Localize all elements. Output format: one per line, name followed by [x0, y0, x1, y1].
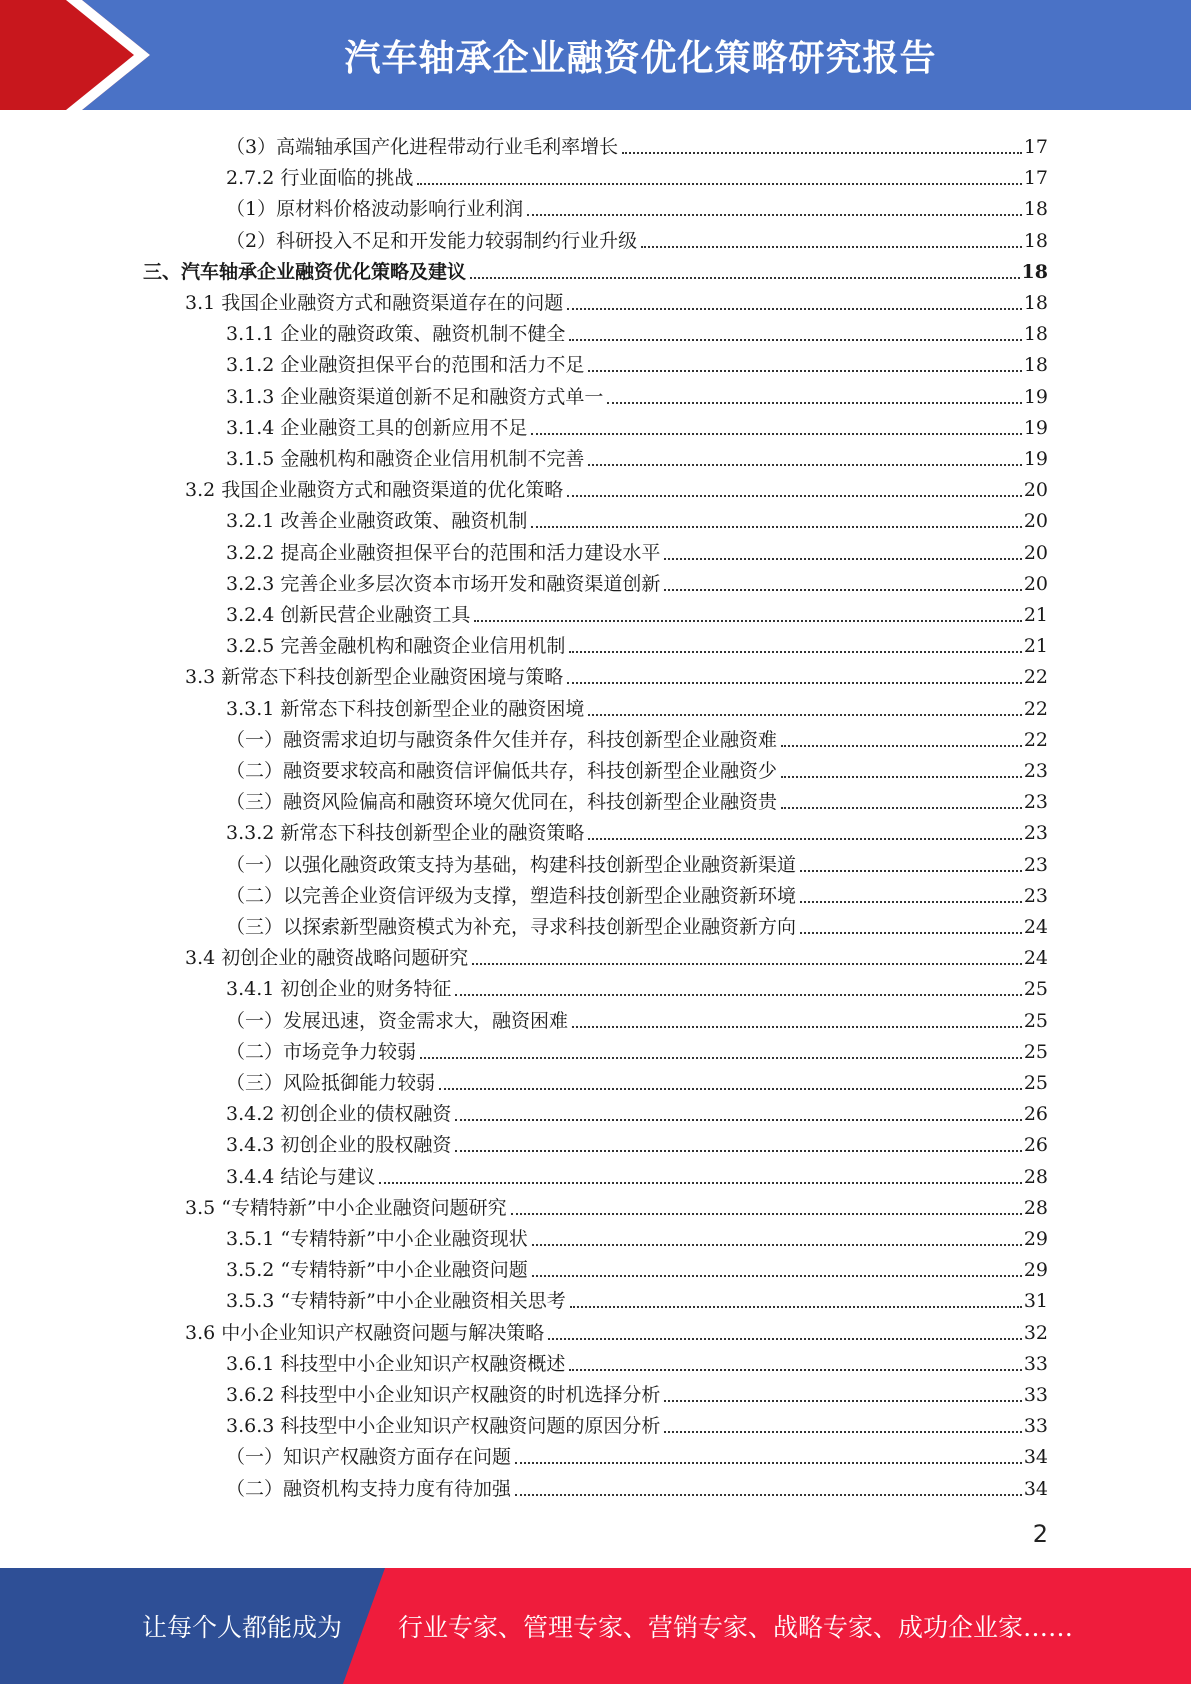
toc-entry-label: （1）原材料价格波动影响行业利润: [226, 198, 524, 221]
toc-entry[interactable]: [226, 315, 1048, 346]
toc-leader-dots: [515, 1494, 1022, 1496]
toc-entry[interactable]: [185, 939, 1048, 970]
toc-entry-page: 28: [1023, 1196, 1048, 1219]
toc-leader-dots: [417, 183, 1021, 185]
toc-entry-label: 3.6.3 科技型中小企业知识产权融资问题的原因分析: [226, 1415, 661, 1438]
toc-entry[interactable]: [226, 1064, 1048, 1095]
toc-entry-label: （一）融资需求迫切与融资条件欠佳并存，科技创新型企业融资难: [226, 728, 778, 751]
toc-leader-dots: [572, 1026, 1022, 1028]
toc-leader-dots: [532, 1275, 1022, 1277]
toc-entry[interactable]: [226, 1438, 1048, 1469]
toc-entry-label: 3.1.5 金融机构和融资企业信用机制不完善: [226, 448, 585, 470]
toc-entry[interactable]: [226, 752, 1048, 783]
toc-entry[interactable]: [185, 471, 1048, 502]
toc-leader-dots: [607, 402, 1021, 404]
toc-entry-label: 3.2.2 提高企业融资担保平台的范围和活力建设水平: [226, 541, 661, 564]
toc-entry-label: 3.4.1 初创企业的财务特征: [226, 978, 452, 1001]
toc-entry-label: 3.4.2 初创企业的债权融资: [226, 1103, 452, 1126]
toc-entry-label: （二）融资机构支持力度有待加强: [226, 1477, 512, 1500]
toc-entry-page: 25: [1023, 978, 1048, 1001]
toc-entry[interactable]: [226, 877, 1048, 908]
toc-entry-label: 3.4.3 初创企业的股权融资: [226, 1134, 452, 1157]
toc-entry-page: 23: [1023, 884, 1048, 907]
toc-leader-dots: [531, 433, 1021, 435]
toc-entry-label: 3.3.1 新常态下科技创新型企业的融资困境: [226, 697, 585, 720]
toc-entry[interactable]: [226, 1126, 1048, 1157]
toc-entry[interactable]: [226, 690, 1048, 721]
toc-entry-label: 3.5 “专精特新”中小企业融资问题研究: [185, 1196, 507, 1219]
toc-entry-page: 20: [1023, 479, 1048, 502]
toc-leader-dots: [588, 370, 1021, 372]
report-title: 汽车轴承企业融资优化策略研究报告: [344, 37, 937, 79]
toc-entry-page: 18: [1023, 198, 1048, 221]
toc-entry-page: 33: [1023, 1384, 1048, 1406]
toc-entry-label: 3.5.2 “专精特新”中小企业融资问题: [226, 1259, 528, 1282]
toc-entry[interactable]: [226, 1158, 1048, 1189]
toc-entry[interactable]: [226, 534, 1048, 565]
toc-entry[interactable]: [226, 627, 1048, 658]
toc-leader-dots: [515, 1462, 1022, 1464]
toc-entry[interactable]: [226, 1095, 1048, 1126]
toc-leader-dots: [569, 651, 1021, 653]
toc-entry[interactable]: [226, 1002, 1048, 1033]
toc-leader-dots: [781, 745, 1022, 747]
toc-entry-page: 25: [1023, 1009, 1048, 1032]
toc-entry[interactable]: [185, 284, 1048, 315]
toc-entry[interactable]: [226, 565, 1048, 596]
toc-entry[interactable]: [226, 222, 1048, 253]
toc-entry[interactable]: [226, 159, 1048, 190]
toc-entry-page: 20: [1023, 541, 1048, 564]
toc-entry-label: （二）市场竞争力较弱: [226, 1040, 417, 1063]
toc-entry[interactable]: [185, 1189, 1048, 1220]
toc-entry-label: 3.5.1 “专精特新”中小企业融资现状: [226, 1228, 528, 1250]
toc-entry-label: （三）以探索新型融资模式为补充，寻求科技创新型企业融资新方向: [226, 916, 797, 938]
toc-leader-dots: [567, 682, 1022, 684]
toc-entry[interactable]: [226, 1345, 1048, 1376]
toc-entry[interactable]: [226, 346, 1048, 377]
toc-entry-page: 23: [1023, 760, 1048, 782]
toc-entry-page: 22: [1023, 697, 1048, 720]
toc-entry-page: 20: [1023, 572, 1048, 595]
toc-leader-dots: [474, 620, 1021, 622]
page-footer: [0, 1568, 1191, 1684]
toc-leader-dots: [569, 339, 1021, 341]
toc-leader-dots: [641, 246, 1022, 248]
toc-entry-page: 28: [1023, 1165, 1048, 1188]
toc-entry[interactable]: [185, 1314, 1048, 1345]
toc-entry-label: 3.6.2 科技型中小企业知识产权融资的时机选择分析: [226, 1384, 661, 1406]
toc-entry[interactable]: [226, 1407, 1048, 1438]
toc-entry[interactable]: [226, 190, 1048, 221]
toc-entry-page: 32: [1023, 1321, 1048, 1344]
toc-entry-page: 18: [1023, 229, 1048, 252]
toc-leader-dots: [570, 1306, 1022, 1308]
toc-entry-page: 24: [1023, 947, 1048, 970]
toc-leader-dots: [420, 1057, 1022, 1059]
toc-entry[interactable]: [185, 658, 1048, 689]
toc-entry-page: 25: [1023, 1072, 1048, 1094]
toc-leader-dots: [588, 838, 1021, 840]
toc-entry-label: 2.7.2 行业面临的挑战: [226, 167, 414, 190]
toc-entry[interactable]: [226, 1282, 1048, 1313]
toc-leader-dots: [567, 495, 1022, 497]
toc-entry-page: 26: [1023, 1103, 1048, 1126]
toc-entry-label: 三、汽车轴承企业融资优化策略及建议: [143, 260, 467, 283]
toc-leader-dots: [439, 1088, 1022, 1090]
toc-entry-page: 19: [1023, 448, 1048, 470]
toc-leader-dots: [455, 1119, 1021, 1121]
toc-leader-dots: [455, 994, 1021, 996]
toc-leader-dots: [800, 932, 1022, 934]
toc-entry-label: 3.1.4 企业融资工具的创新应用不足: [226, 416, 528, 439]
toc-leader-dots: [379, 1182, 1021, 1184]
toc-entry-label: 3.2.1 改善企业融资政策、融资机制: [226, 510, 528, 533]
toc-entry-page: 34: [1023, 1477, 1048, 1500]
toc-entry[interactable]: [226, 378, 1048, 409]
toc-entry-page: 22: [1023, 728, 1048, 751]
toc-entry-page: 22: [1023, 666, 1048, 689]
toc-leader-dots: [664, 589, 1021, 591]
toc-leader-dots: [781, 807, 1022, 809]
toc-entry-page: 29: [1023, 1259, 1048, 1282]
toc-entry[interactable]: [226, 596, 1048, 627]
toc-entry-page: 18: [1023, 323, 1048, 346]
toc-entry-label: （二）以完善企业资信评级为支撑，塑造科技创新型企业融资新环境: [226, 884, 797, 907]
toc-entry[interactable]: [226, 908, 1048, 939]
toc-entry[interactable]: [226, 1470, 1048, 1501]
toc-entry-label: 3.2.3 完善企业多层次资本市场开发和融资渠道创新: [226, 572, 661, 595]
toc-entry-page: 23: [1023, 853, 1048, 876]
toc-leader-dots: [455, 1150, 1021, 1152]
toc-leader-dots: [548, 1338, 1022, 1340]
toc-entry-page: 24: [1023, 916, 1048, 938]
toc-entry-label: 3.4.4 结论与建议: [226, 1165, 376, 1188]
toc-entry-label: 3.2.4 创新民营企业融资工具: [226, 604, 471, 626]
toc-entry-label: 3.1.3 企业融资渠道创新不足和融资方式单一: [226, 385, 604, 408]
toc-entry-page: 17: [1023, 167, 1048, 190]
toc-leader-dots: [800, 901, 1022, 903]
toc-entry-page: 34: [1023, 1446, 1048, 1469]
toc-entry[interactable]: [226, 1376, 1048, 1407]
toc-entry[interactable]: [226, 128, 1048, 159]
toc-entry-page: 17: [1023, 136, 1048, 158]
toc-entry-page: 21: [1023, 604, 1048, 626]
toc-entry-label: 3.3 新常态下科技创新型企业融资困境与策略: [185, 666, 564, 689]
footer-slogan-right: 行业专家、管理专家、营销专家、战略专家、成功企业家……: [398, 1613, 1074, 1642]
toc-leader-dots: [531, 526, 1021, 528]
toc-entry-label: （3）高端轴承国产化进程带动行业毛利率增长: [226, 136, 619, 158]
toc-entry-label: 3.1 我国企业融资方式和融资渠道存在的问题: [185, 292, 564, 314]
toc-entry[interactable]: [226, 440, 1048, 471]
toc-entry-page: 20: [1023, 510, 1048, 533]
toc-entry-label: 3.3.2 新常态下科技创新型企业的融资策略: [226, 822, 585, 845]
header-red-chevron: [0, 0, 150, 110]
toc-entry-label: （一）知识产权融资方面存在问题: [226, 1446, 512, 1469]
footer-slogan-left: 让每个人都能成为: [142, 1613, 343, 1642]
toc-entry-page: 25: [1023, 1040, 1048, 1063]
toc-entry-page: 26: [1023, 1134, 1048, 1157]
toc-entry[interactable]: [143, 253, 1048, 284]
toc-leader-dots: [800, 870, 1022, 872]
toc-entry-label: （2）科研投入不足和开发能力较弱制约行业升级: [226, 229, 638, 252]
toc-entry-page: 23: [1023, 822, 1048, 845]
toc-leader-dots: [511, 1213, 1022, 1215]
toc-entry-label: （一）发展迅速，资金需求大，融资困难: [226, 1009, 569, 1032]
toc-leader-dots: [622, 152, 1022, 154]
toc-leader-dots: [470, 277, 1020, 279]
toc-entry-page: 33: [1023, 1352, 1048, 1375]
toc-entry-label: （三）风险抵御能力较弱: [226, 1072, 436, 1094]
page-number: 2: [1032, 1520, 1048, 1548]
toc-entry[interactable]: [226, 1033, 1048, 1064]
toc-leader-dots: [664, 558, 1021, 560]
toc-entry-label: 3.1.1 企业的融资政策、融资机制不健全: [226, 323, 566, 346]
toc-leader-dots: [569, 1369, 1021, 1371]
toc-entry-page: 23: [1023, 791, 1048, 814]
toc-entry-page: 29: [1023, 1228, 1048, 1250]
toc-entry-page: 19: [1023, 416, 1048, 439]
toc-entry[interactable]: [226, 846, 1048, 877]
toc-entry-page: 31: [1023, 1290, 1048, 1313]
toc-entry-label: （二）融资要求较高和融资信评偏低共存，科技创新型企业融资少: [226, 760, 778, 782]
toc-entry[interactable]: [226, 409, 1048, 440]
toc-entry-label: （一）以强化融资政策支持为基础，构建科技创新型企业融资新渠道: [226, 853, 797, 876]
toc-entry-label: 3.6 中小企业知识产权融资问题与解决策略: [185, 1321, 545, 1344]
page-header: [0, 0, 1191, 110]
toc-entry-page: 18: [1021, 260, 1048, 283]
toc-entry-label: 3.1.2 企业融资担保平台的范围和活力不足: [226, 354, 585, 377]
toc-entry-label: 3.4 初创企业的融资战略问题研究: [185, 947, 469, 970]
toc-entry-label: 3.5.3 “专精特新”中小企业融资相关思考: [226, 1290, 566, 1313]
toc-entry[interactable]: [226, 502, 1048, 533]
toc-leader-dots: [664, 1400, 1021, 1402]
toc-entry-label: 3.6.1 科技型中小企业知识产权融资概述: [226, 1352, 566, 1375]
toc-entry-page: 18: [1023, 292, 1048, 314]
toc-entry[interactable]: [226, 783, 1048, 814]
toc-entry[interactable]: [226, 1251, 1048, 1282]
toc-leader-dots: [588, 714, 1021, 716]
toc-leader-dots: [664, 1431, 1021, 1433]
toc-entry-page: 21: [1023, 635, 1048, 658]
toc-entry-page: 33: [1023, 1415, 1048, 1438]
toc-entry[interactable]: [226, 970, 1048, 1001]
toc-leader-dots: [527, 214, 1022, 216]
toc-entry[interactable]: [226, 814, 1048, 845]
toc-entry-label: 3.2 我国企业融资方式和融资渠道的优化策略: [185, 479, 564, 502]
toc-entry[interactable]: [226, 1220, 1048, 1251]
toc-entry-label: （三）融资风险偏高和融资环境欠优同在，科技创新型企业融资贵: [226, 791, 778, 814]
toc-leader-dots: [781, 776, 1022, 778]
toc-entry-page: 19: [1023, 385, 1048, 408]
toc-entry-label: 3.2.5 完善金融机构和融资企业信用机制: [226, 635, 566, 658]
toc-entry-page: 18: [1023, 354, 1048, 377]
toc-leader-dots: [588, 464, 1021, 466]
toc-leader-dots: [472, 963, 1022, 965]
toc-leader-dots: [567, 308, 1022, 310]
toc-leader-dots: [532, 1244, 1022, 1246]
toc-entry[interactable]: [226, 721, 1048, 752]
